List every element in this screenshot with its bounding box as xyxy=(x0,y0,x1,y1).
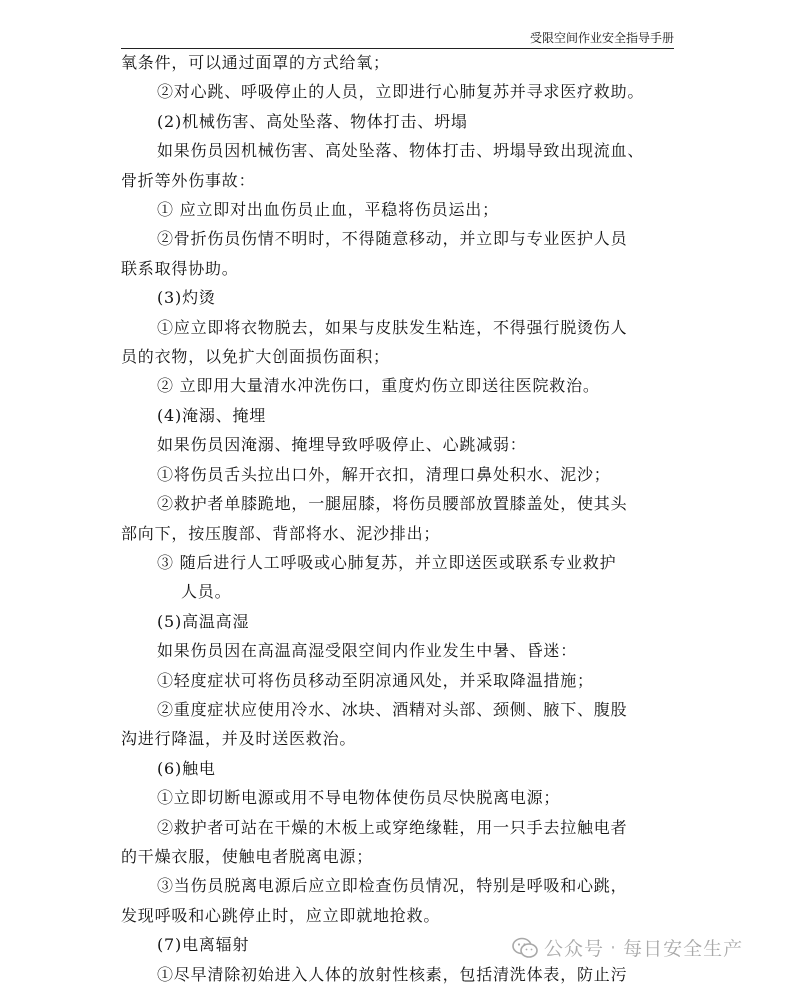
text-line: 员的衣物，以免扩大创面损伤面积； xyxy=(121,347,390,367)
text-line: 沟进行降温，并及时送医救治。 xyxy=(121,729,357,749)
wechat-watermark xyxy=(512,934,743,961)
watermark-prefix: 公众号 xyxy=(544,938,605,960)
text-line: ② 立即用大量清水冲洗伤口，重度灼伤立即送往医院救治。 xyxy=(157,376,600,396)
text-line: ①轻度症状可将伤员移动至阴凉通风处，并采取降温措施； xyxy=(157,670,594,690)
text-line: 如果伤员因淹溺、掩埋导致呼吸停止、心跳减弱： xyxy=(157,435,527,455)
text-line: (6)触电 xyxy=(157,758,216,778)
running-header xyxy=(121,30,674,49)
text-line: (4)淹溺、掩埋 xyxy=(157,405,267,425)
text-line: 部向下，按压腹部、背部将水、泥沙排出； xyxy=(121,523,441,543)
text-line: ②骨折伤员伤情不明时，不得随意移动，并立即与专业医护人员 xyxy=(157,229,628,249)
watermark-account: 每日安全生产 xyxy=(623,938,744,960)
text-line: (3)灼烫 xyxy=(157,288,216,308)
watermark-separator: · xyxy=(610,936,618,959)
text-line: 骨折等外伤事故： xyxy=(121,170,256,190)
text-line: 联系取得协助。 xyxy=(121,258,239,278)
text-line: ②重度症状应使用冷水、冰块、酒精对头部、颈侧、腋下、腹股 xyxy=(157,699,628,719)
text-line: ②救护者单膝跪地，一腿屈膝，将伤员腰部放置膝盖处，使其头 xyxy=(157,494,628,514)
text-line: (5)高温高湿 xyxy=(157,611,250,631)
text-line: ②救护者可站在干燥的木板上或穿绝缘鞋，用一只手去拉触电者 xyxy=(157,817,628,837)
text-line: ③ 随后进行人工呼吸或心肺复苏，并立即送医或联系专业救护 xyxy=(157,552,617,572)
text-line: 发现呼吸和心跳停止时，应立即就地抢救。 xyxy=(121,905,441,925)
text-line: ① 应立即对出血伤员止血，平稳将伤员运出； xyxy=(157,200,499,220)
text-line: 人员。 xyxy=(181,582,232,602)
document-body xyxy=(121,48,676,989)
text-line: ①立即切断电源或用不导电物体使伤员尽快脱离电源； xyxy=(157,788,561,808)
text-line: ①将伤员舌头拉出口外，解开衣扣，清理口鼻处积水、泥沙； xyxy=(157,464,611,484)
text-line: ①应立即将衣物脱去，如果与皮肤发生粘连，不得强行脱烫伤人 xyxy=(157,317,628,337)
text-line: 的干燥衣服，使触电者脱离电源； xyxy=(121,846,374,866)
header-title: 受限空间作业安全指导手册 xyxy=(529,31,674,45)
text-line: (2)机械伤害、高处坠落、物体打击、坍塌 xyxy=(157,111,468,131)
text-line: ③当伤员脱离电源后应立即检查伤员情况，特别是呼吸和心跳， xyxy=(157,876,628,896)
text-line: (7)电离辐射 xyxy=(157,935,250,955)
text-line: ①尽早清除初始进入人体的放射性核素，包括清洗体表，防止污 xyxy=(157,964,628,984)
text-line: 如果伤员因机械伤害、高处坠落、物体打击、坍塌导致出现流血、 xyxy=(157,141,645,161)
wechat-icon xyxy=(512,937,538,959)
text-line: 氧条件，可以通过面罩的方式给氧； xyxy=(121,53,390,72)
text-line: 如果伤员因在高温高湿受限空间内作业发生中暑、昏迷： xyxy=(157,641,578,661)
text-line: ②对心跳、呼吸停止的人员，立即进行心肺复苏并寻求医疗救助。 xyxy=(157,82,645,102)
